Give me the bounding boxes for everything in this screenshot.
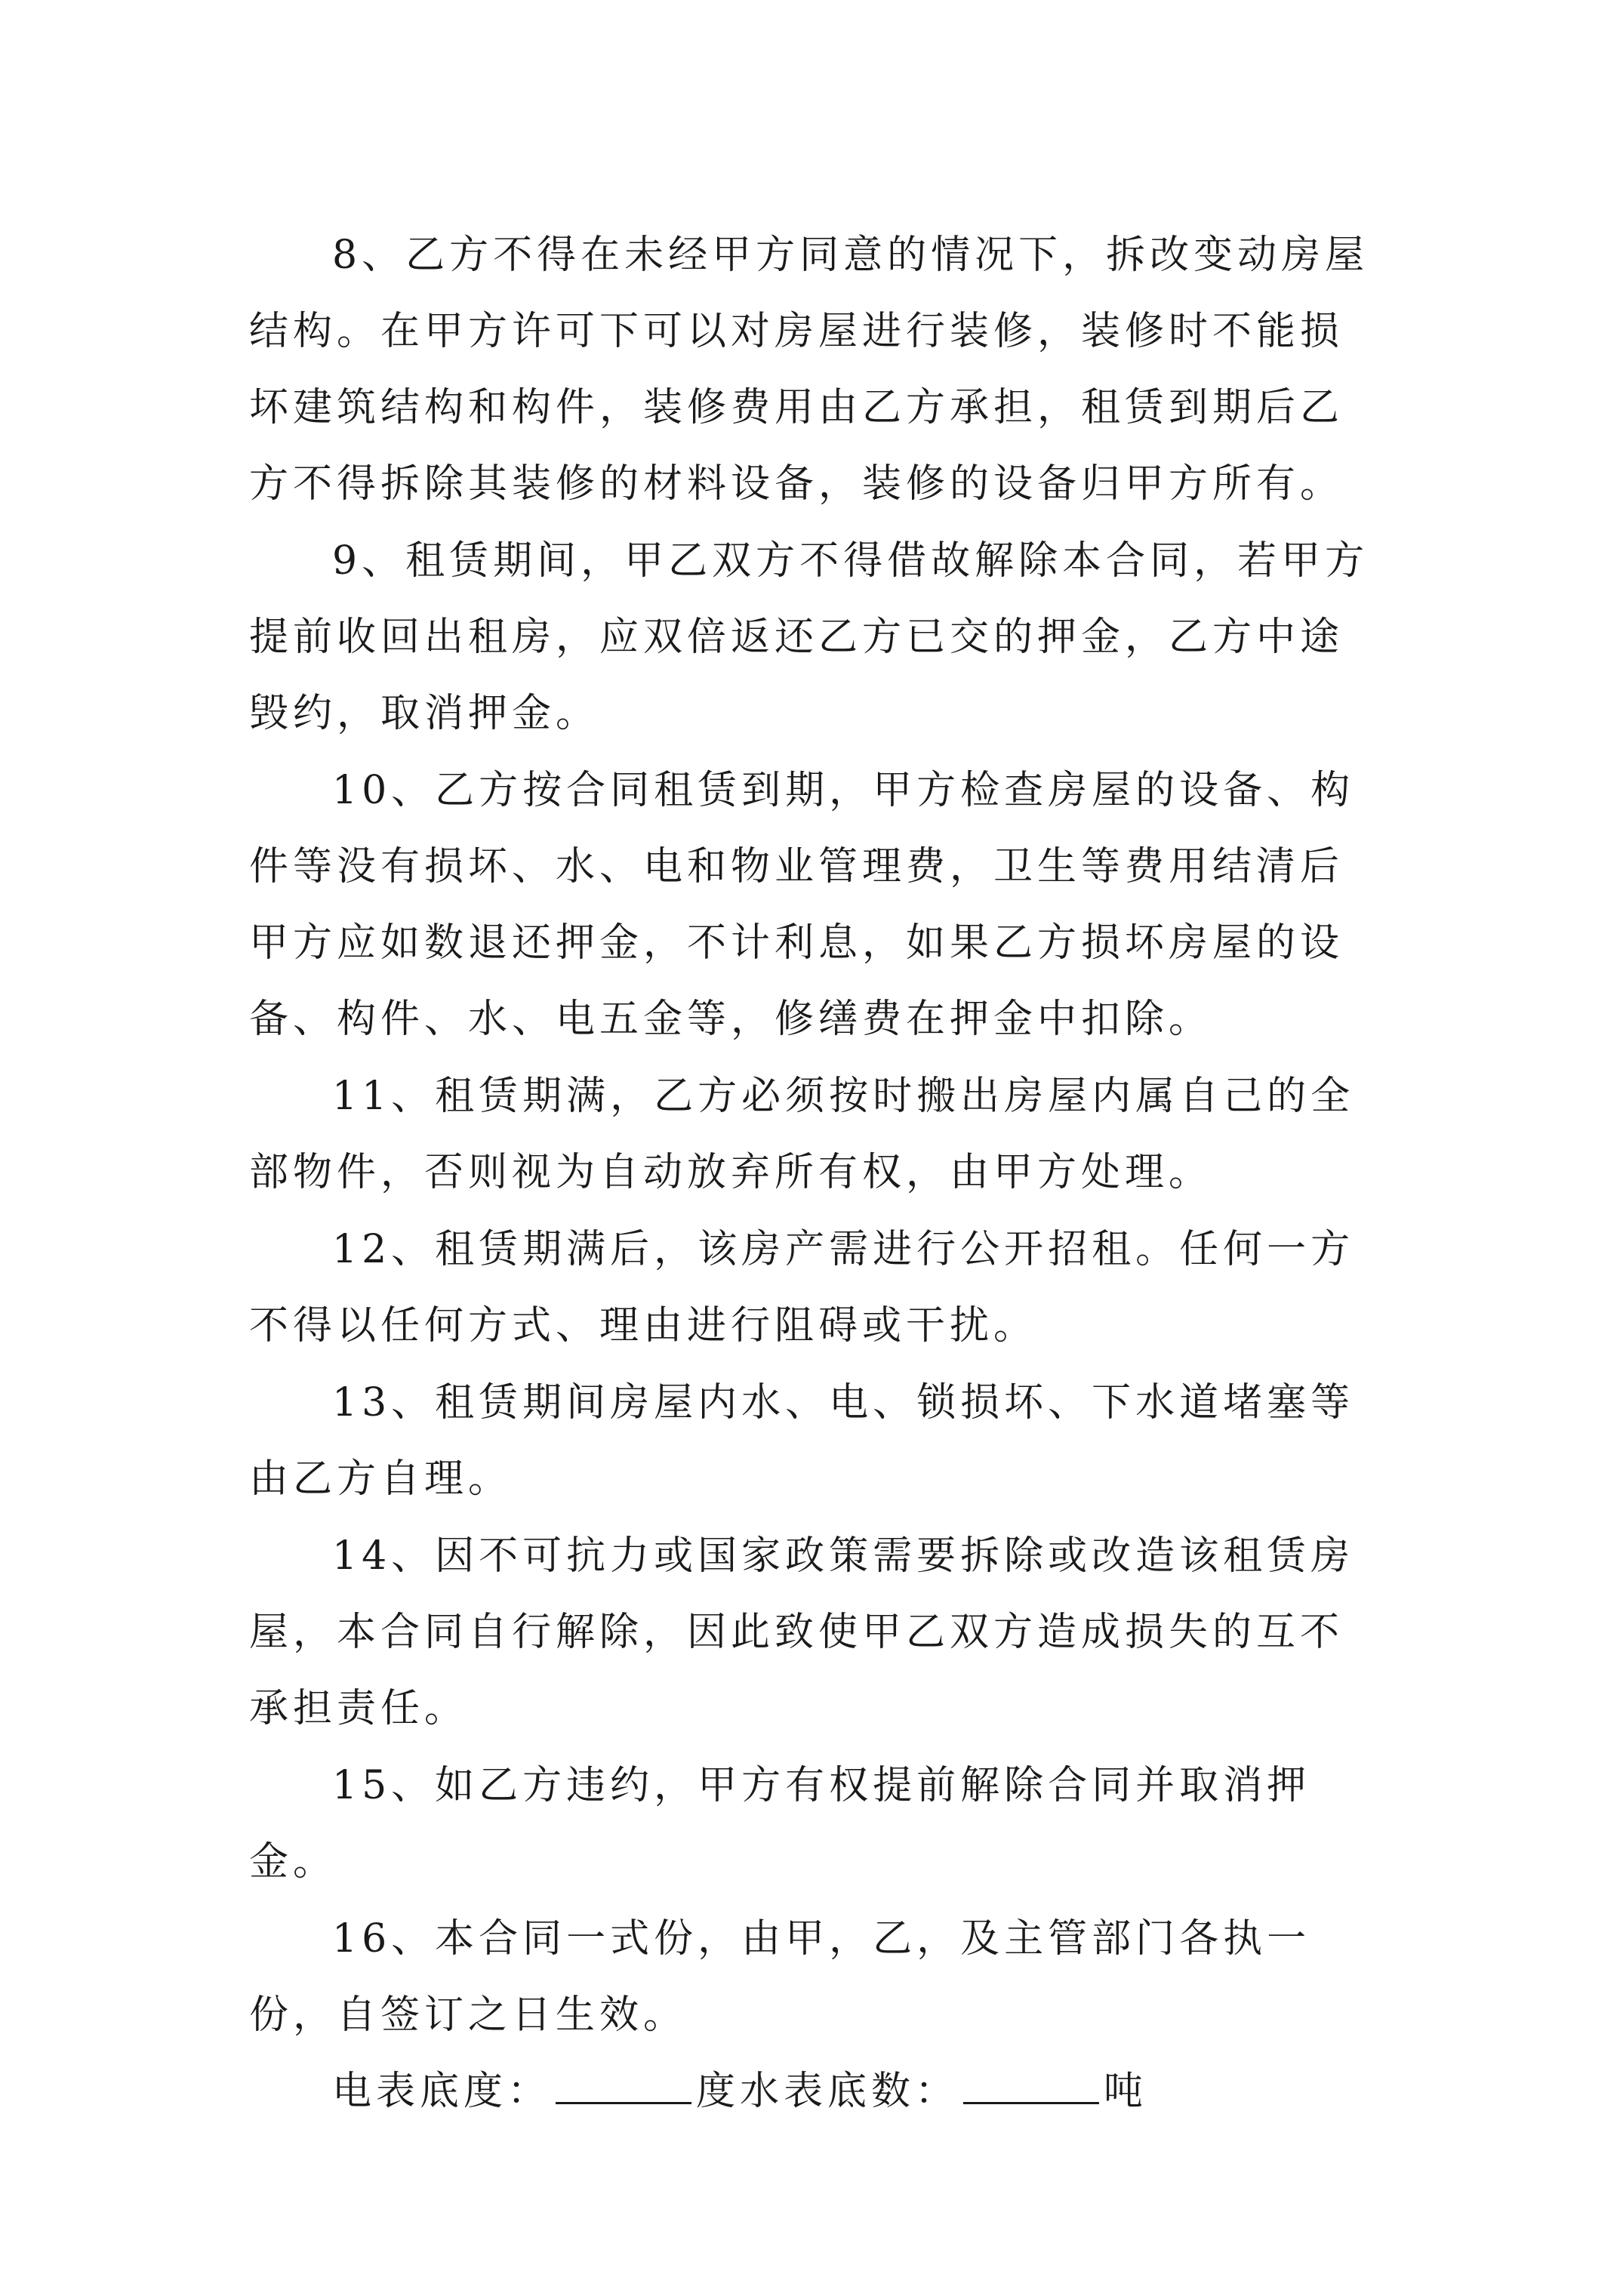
electric-meter-blank[interactable]	[556, 2064, 691, 2104]
clause-14: 14、因不可抗力或国家政策需要拆除或改造该租赁房屋，本合同自行解除，因此致使甲乙双方造成损失的互不承担责任。	[249, 1533, 1355, 1731]
clause-9: 9、租赁期间，甲乙双方不得借故解除本合同，若甲方提前收回出租房，应双倍返还乙方已交的押金，乙方中途毁约，取消押金。	[249, 538, 1369, 736]
clause-11: 11、租赁期满，乙方必须按时搬出房屋内属自己的全部物件，否则视为自动放弃所有权，由甲方处理。	[249, 1074, 1355, 1195]
water-meter-blank[interactable]	[963, 2064, 1099, 2104]
clause-13: 13、租赁期间房屋内水、电、锁损坏、下水道堵塞等由乙方自理。	[249, 1380, 1355, 1502]
clause-15: 15、如乙方违约，甲方有权提前解除合同并取消押金。	[249, 1763, 1311, 1885]
contract-body	[249, 217, 1381, 2130]
water-meter-label: 水表底数：	[740, 2069, 959, 2114]
water-meter-unit: 吨	[1104, 2069, 1148, 2114]
electric-meter-label: 电表底度：	[332, 2069, 552, 2114]
clause-8: 8、乙方不得在未经甲方同意的情况下，拆改变动房屋结构。在甲方许可下可以对房屋进行装修，装修时不能损坏建筑结构和构件，装修费用由乙方承担，租赁到期后乙方不得拆除其装修的材料设备，装修的设备归甲方所有。	[249, 233, 1369, 507]
clause-12: 12、租赁期满后，该房产需进行公开招租。任何一方不得以任何方式、理由进行阻碍或干扰。	[249, 1227, 1355, 1348]
electric-meter-unit: 度	[696, 2069, 741, 2114]
clause-10: 10、乙方按合同租赁到期，甲方检查房屋的设备、构件等没有损坏、水、电和物业管理费，卫生等费用结清后甲方应如数退还押金，不计利息，如果乙方损坏房屋的设备、构件、水、电五金等，修缮费在押金中扣除。	[249, 768, 1355, 1042]
meter-readings	[249, 2054, 1381, 2130]
clause-16: 16、本合同一式份，由甲，乙，及主管部门各执一份，自签订之日生效。	[249, 1916, 1311, 2038]
